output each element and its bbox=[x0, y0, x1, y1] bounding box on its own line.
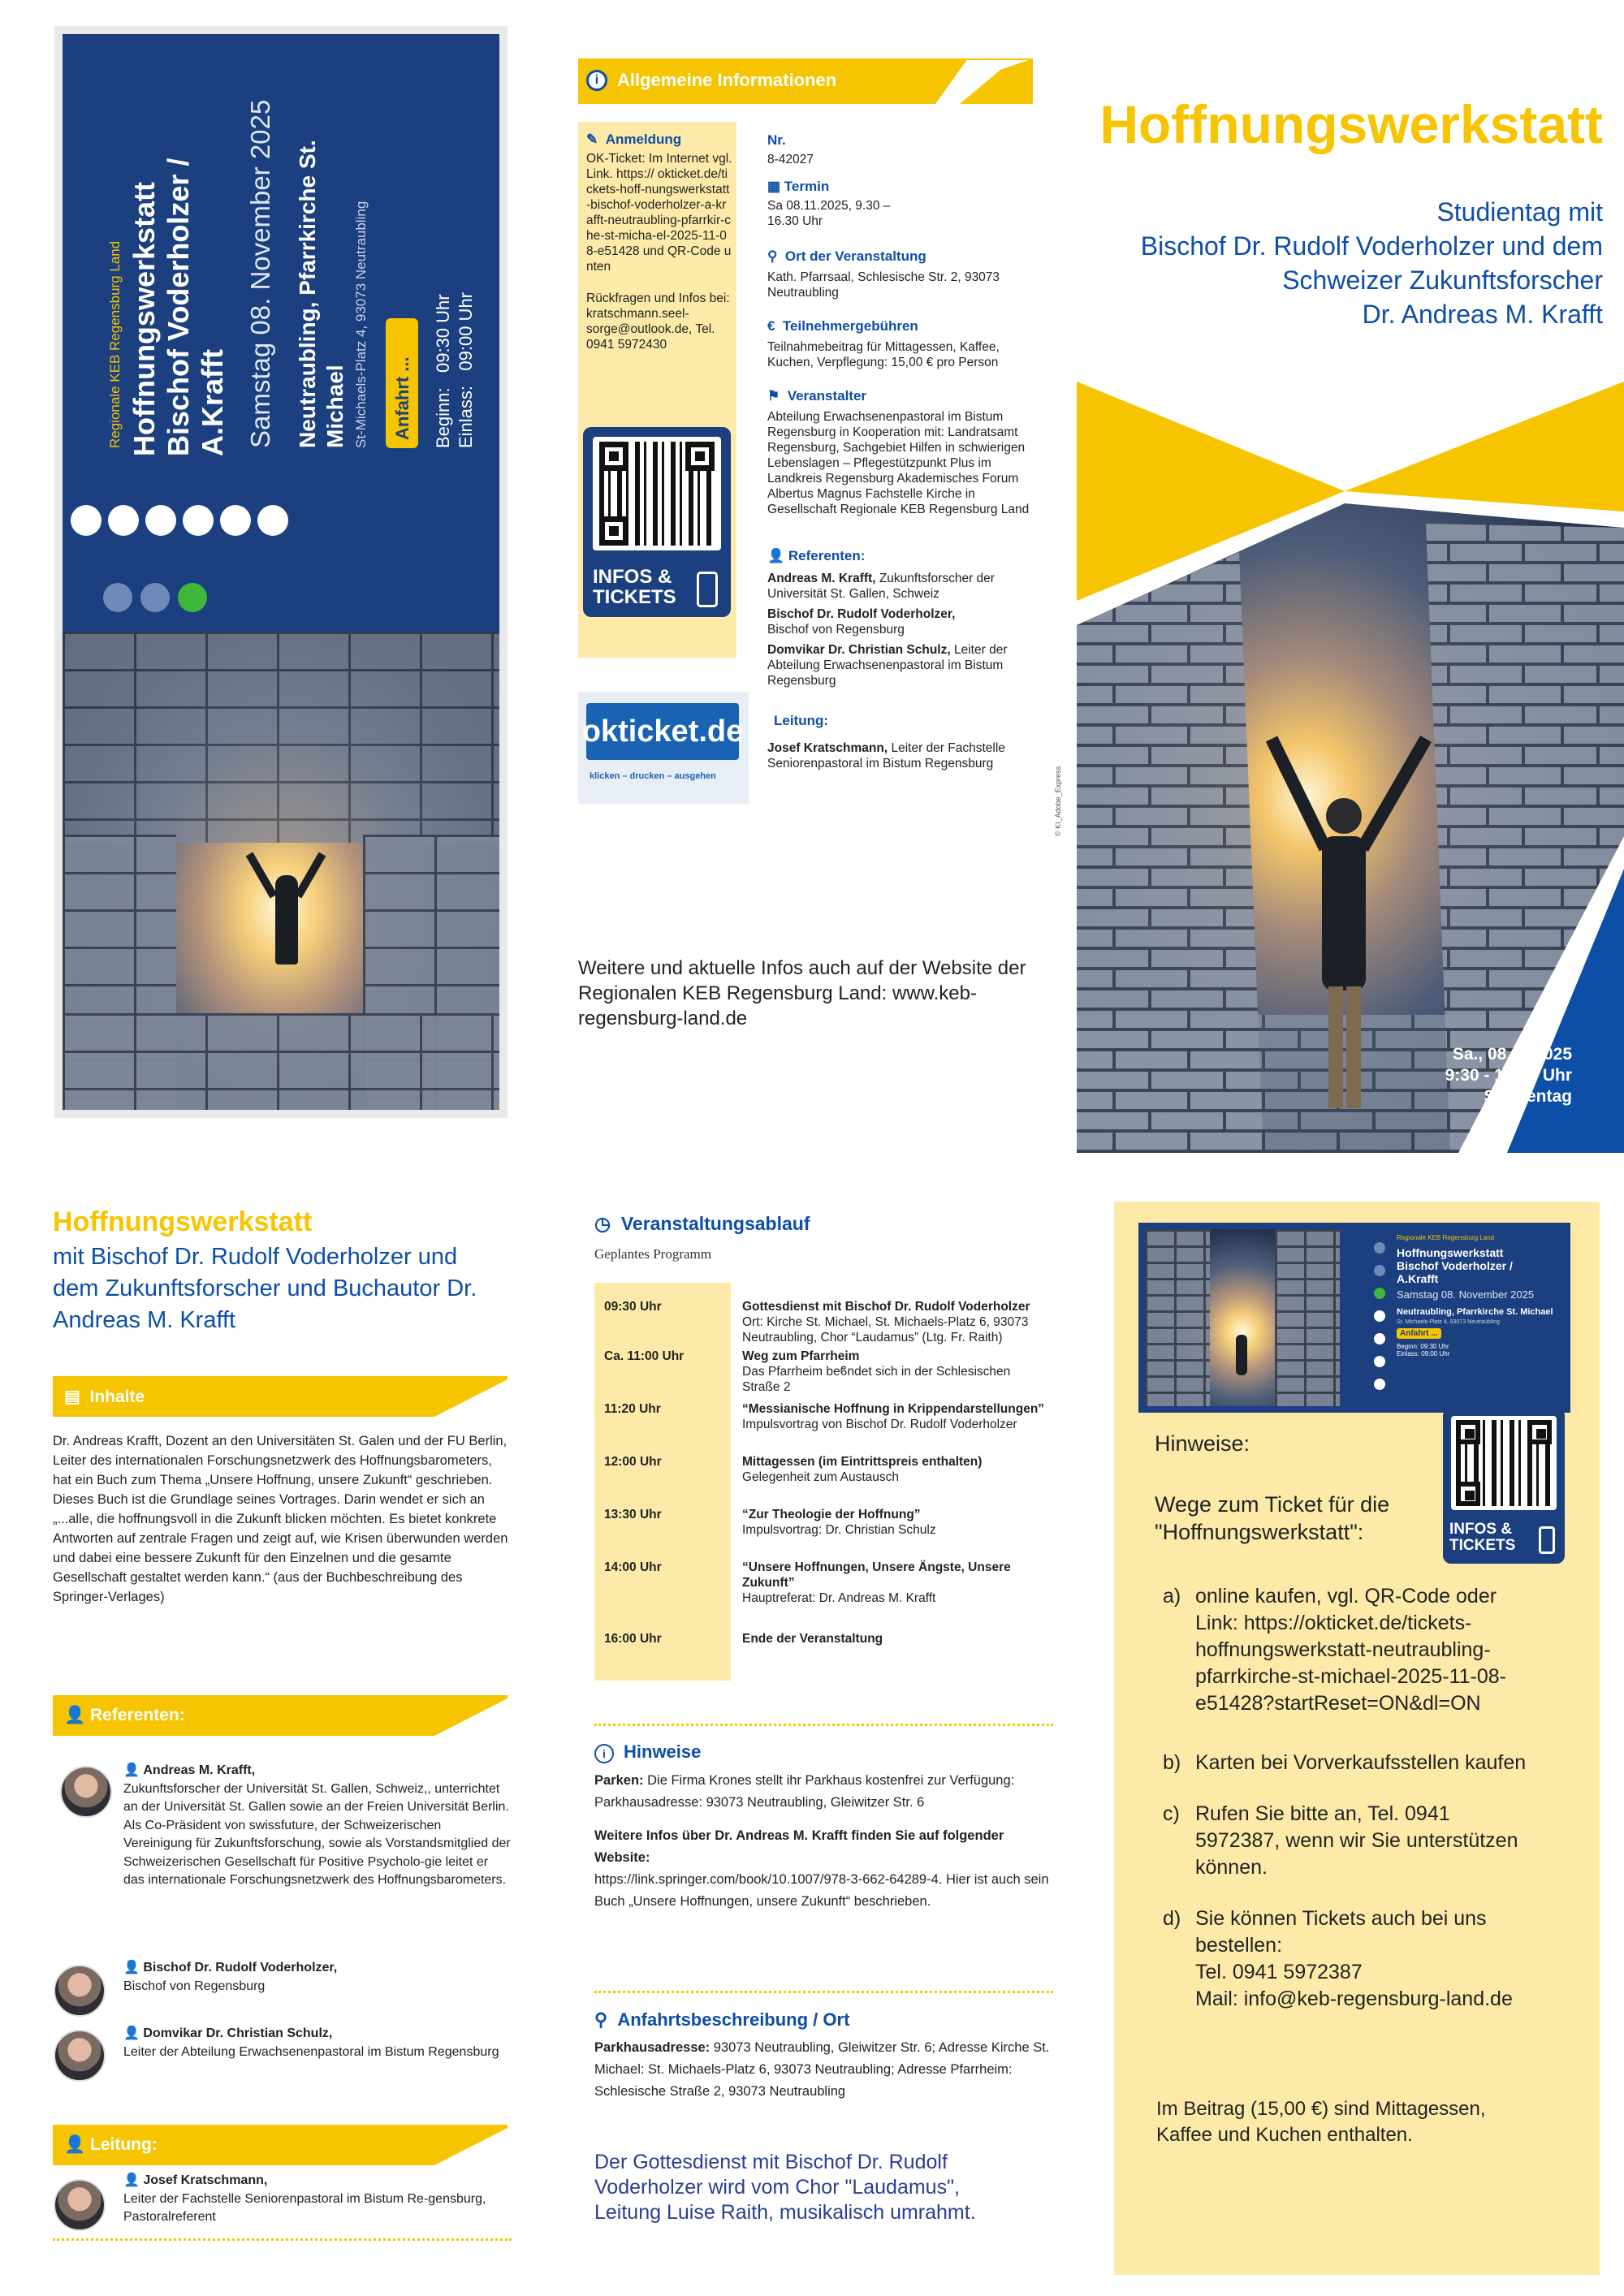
contents-label: Inhalte bbox=[89, 1388, 145, 1406]
program-item-desc: Impulsvortrag: Dr. Christian Schulz bbox=[742, 1523, 936, 1537]
program-item-desc: Hauptreferat: Dr. Andreas M. Krafft bbox=[742, 1591, 936, 1605]
ticket-way-text: Rufen Sie bitte an, Tel. 0941 5972387, wenn wir Sie unterstützen können. bbox=[1195, 1802, 1518, 1879]
notes-label: Hinweise bbox=[624, 1741, 702, 1762]
notes-section bbox=[594, 1741, 1053, 1913]
speaker-krafft-photo bbox=[60, 1766, 112, 1818]
speaker3-name: Domvikar Dr. Christian Schulz, bbox=[767, 643, 951, 657]
cover-panel bbox=[1077, 0, 1624, 1153]
okticket-logo[interactable] bbox=[578, 692, 749, 804]
leitung-header bbox=[53, 2125, 508, 2165]
contact-text: Rückfragen und Infos bei: kratschmann.seel-sorge@outlook.de, Tel. 0941 5972430 bbox=[586, 291, 730, 352]
program-item-desc: Das Pfarrheim beϐndet sich in der Schlesischen Straße 2 bbox=[742, 1365, 1011, 1394]
program-item-title: “Zur Theologie der Hoffnung” bbox=[742, 1508, 921, 1521]
parking-label: Parken: bbox=[594, 1773, 644, 1788]
speaker2-desc: Bischof von Regensburg bbox=[767, 623, 905, 637]
program-item-title: Gottesdienst mit Bischof Dr. Rudolf Voderholzer bbox=[742, 1300, 1030, 1314]
perforation-dot bbox=[145, 505, 176, 536]
status-dot-2 bbox=[140, 583, 170, 612]
ticket-way-item bbox=[1163, 1750, 1569, 1776]
ticket-way-letter: c) bbox=[1163, 1802, 1180, 1825]
fee-included-note: Im Beitrag (15,00 €) sind Mittagessen, Kaffee und Kuchen enthalten. bbox=[1156, 2098, 1486, 2146]
ticket-way-text: online kaufen, vgl. QR-Code oder Link: https://okticket.de/tickets-hoffnungswerkstatt-neutraubling-pfarrkirche-st-michael-2025-11-08-e51428?startReset=ON&dl=ON bbox=[1195, 1585, 1507, 1715]
divider bbox=[53, 2238, 512, 2241]
speaker-schulz-name: Domvikar Dr. Christian Schulz, bbox=[143, 2026, 333, 2040]
mini-title2: Bischof Voderholzer / bbox=[1397, 1259, 1513, 1272]
ticket-way-letter: b) bbox=[1163, 1751, 1181, 1774]
ticket-way-item bbox=[1163, 1583, 1569, 1717]
contents-text: Dr. Andreas Krafft, Dozent an den Universitäten St. Galen und der FU Berlin, Leiter des internationalen Forschungsnetzwerk des Hoffnungsbarometers, hat ein Buch zum Thema „Unsere Hoffnung, unsere Zukunft“ geschrieben. Dieses Buch ist die Grundlage seines Vortrages. Darin wendet er sich an „...alle, die hoffnungsvoll in die Zukunft blicken möchten. Es bietet konkrete Antworten auf zentrale Fragen und zeigt auf, wie Krisen überwunden werden und dabei eine bessere Zukunft für den Einzelnen und die gesamte Gesellschaft gestaltet werden kann.“ (aus der Buchbeschreibung des Springer-Verlages) bbox=[53, 1434, 508, 1604]
phone-icon bbox=[1539, 1526, 1555, 1554]
speaker2-name: Bischof Dr. Rudolf Voderholzer, bbox=[767, 607, 956, 621]
directions-button-label: Anfahrt ... bbox=[392, 356, 412, 440]
mini-begin: Beginn: 09:30 Uhr bbox=[1397, 1343, 1449, 1350]
speaker-schulz-desc: Leiter der Abteilung Erwachsenenpastoral im Bistum Regensburg bbox=[123, 2044, 499, 2059]
info-icon: i bbox=[594, 1744, 614, 1763]
ort-label: Ort der Veranstaltung bbox=[784, 248, 926, 264]
person-icon-small: 👤 bbox=[123, 2026, 140, 2040]
cover-type: Studientag bbox=[1484, 1087, 1572, 1106]
flag-icon: ⚑ bbox=[767, 388, 780, 404]
entry-time: 09:00 Uhr bbox=[456, 291, 476, 371]
fee-label: Teilnehmergebühren bbox=[782, 318, 918, 334]
qr2-label-2: TICKETS bbox=[1449, 1537, 1516, 1554]
inner-title-block bbox=[53, 1206, 508, 1336]
status-dot-1 bbox=[103, 583, 132, 612]
person-icon-header: 👤 bbox=[64, 2135, 86, 2154]
program-row bbox=[594, 1283, 1049, 1345]
directions-section bbox=[594, 2009, 1053, 2103]
speaker-schulz bbox=[123, 2025, 512, 2061]
choir-note: Der Gottesdienst mit Bischof Dr. Rudolf Voderholzer wird vom Chor "Laudamus", Leitung Luise Raith, musikalisch umrahmt. bbox=[594, 2151, 976, 2224]
speaker-krafft bbox=[123, 1762, 512, 1890]
mini-title3: A.Krafft bbox=[1397, 1272, 1439, 1285]
ticket-photo bbox=[63, 632, 499, 1110]
document-icon: ▤ bbox=[64, 1388, 80, 1406]
mini-perforation-dot bbox=[1374, 1310, 1385, 1322]
begin-time: 09:30 Uhr bbox=[433, 294, 453, 373]
cover-sub4: Dr. Andreas M. Krafft bbox=[1362, 300, 1603, 329]
entry-label: Einlass: bbox=[456, 385, 476, 448]
mini-perforation-dot bbox=[1374, 1379, 1385, 1390]
speaker-voderholzer bbox=[123, 1959, 512, 1996]
program-row bbox=[594, 1628, 1049, 1681]
contents-header bbox=[53, 1376, 508, 1417]
ticket-way-text: Karten bei Vorverkaufsstellen kaufen bbox=[1195, 1751, 1527, 1774]
location-pin-icon: ⚲ bbox=[767, 248, 778, 264]
event-details bbox=[767, 132, 1039, 771]
mini-title1: Hoffnungswerkstatt bbox=[1397, 1246, 1504, 1259]
ticket-title-line1: Hoffnungswerkstatt bbox=[127, 181, 161, 456]
location-pin-icon: ⚲ bbox=[594, 2009, 608, 2030]
program-row bbox=[594, 1556, 1049, 1628]
program-item-desc: Impulsvortrag von Bischof Dr. Rudolf Voderholzer bbox=[742, 1418, 1017, 1431]
program-subtitle: Geplantes Programm bbox=[594, 1246, 711, 1262]
qr-label-1: INFOS & bbox=[593, 566, 672, 588]
program-row bbox=[594, 1504, 1049, 1556]
speaker3-desc: Leiter der Abteilung Erwachsenenpastoral im Bistum Regensburg bbox=[767, 643, 1008, 688]
ticket-place bbox=[294, 140, 349, 448]
speaker-voderholzer-photo bbox=[54, 1965, 106, 2017]
cover-graphic bbox=[1077, 382, 1624, 1153]
website-note: Weitere und aktuelle Infos auch auf der Website der Regionalen KEB Regensburg Land: www.keb-regensburg-land.de bbox=[578, 957, 1026, 1029]
program-time: 14:00 Uhr bbox=[594, 1556, 731, 1628]
leitung-person-desc: Leiter der Fachstelle Seniorenpastoral im Bistum Re-gensburg, Pastoralreferent bbox=[123, 2191, 486, 2224]
mini-address: St. Michaels-Platz 4, 93073 Neutraubling bbox=[1397, 1319, 1500, 1325]
registration-label: Anmeldung bbox=[605, 132, 682, 147]
program-time: 16:00 Uhr bbox=[594, 1628, 731, 1681]
photo-credit: © KI_Adobe_Express bbox=[1054, 766, 1062, 836]
ticket-title bbox=[127, 158, 230, 456]
speaker1-desc: Zukunftsforscher der Universität St. Gallen, Schweiz bbox=[767, 572, 995, 601]
mini-org: Regionale KEB Regensburg Land bbox=[1397, 1234, 1495, 1241]
program-item-title: “Unsere Hoffnungen, Unsere Ängste, Unsere Zukunft” bbox=[742, 1560, 1011, 1590]
leitung-header-label: Leitung: bbox=[90, 2135, 158, 2154]
cover-time: 9:30 - 16:30 Uhr bbox=[1445, 1066, 1572, 1085]
person-icon-small: 👤 bbox=[123, 1961, 140, 1974]
mini-ticket-photo bbox=[1145, 1229, 1340, 1406]
hints-panel bbox=[1114, 1202, 1600, 2275]
mini-ticket[interactable] bbox=[1138, 1223, 1570, 1413]
phone-icon bbox=[697, 572, 718, 607]
ticket-date: Samstag 08. November 2025 bbox=[245, 99, 275, 448]
cover-subtitle bbox=[1083, 195, 1603, 331]
divider bbox=[594, 1991, 1053, 1993]
speaker-voderholzer-name: Bischof Dr. Rudolf Voderholzer, bbox=[143, 1961, 338, 1974]
ticket-ways-title: Wege zum Ticket für die "Hoffnungswerkstatt": bbox=[1155, 1492, 1390, 1544]
organizer-label: Veranstalter bbox=[787, 388, 867, 404]
qr2-label-1: INFOS & bbox=[1449, 1521, 1513, 1538]
directions-text: 93073 Neutraubling, Gleiwitzer Str. 6; Adresse Kirche St. Michael: St. Michaels-Platz 6, 93073 Neutraubling; Adresse Pfarrheim: Schlesische Straße 2, 93073 Neutraubling bbox=[594, 2040, 1050, 2099]
clock-icon: ◷ bbox=[594, 1213, 611, 1234]
fee-value: Teilnahmebeitrag für Mittagessen, Kaffee, Kuchen, Verpflegung: 15,00 € pro Person bbox=[767, 340, 1000, 369]
perforation-dot bbox=[71, 505, 102, 536]
nr-label: Nr. bbox=[767, 132, 786, 148]
ort-value: Kath. Pfarrsaal, Schlesische Str. 2, 93073 Neutraubling bbox=[767, 270, 1000, 300]
event-ticket bbox=[54, 26, 508, 1118]
cover-date: Sa., 08.11.2025 bbox=[1452, 1045, 1572, 1064]
mini-perforation-dot bbox=[1374, 1333, 1385, 1344]
registration-text: OK-Ticket: Im Internet vgl. Link. https:// okticket.de/tickets-hoff-nungswerkstatt-bischof-voderholzer-a-krafft-neutraubling-pfarrkir-che-st-micha-el-2025-11-08-e51428 und QR-Code unten bbox=[586, 152, 732, 274]
more-info-label: Weitere Infos über Dr. Andreas M. Krafft finden Sie auf folgender Website: bbox=[594, 1828, 1004, 1865]
leitung-label: Leitung: bbox=[774, 713, 829, 728]
speaker-krafft-desc: Zukunftsforscher der Universität St. Gallen, Schweiz,, unterrichtet an der Universität St. Gallen sowie an der Freien Universität Berlin. Als Co-Präsident von swissfuture, der Schweizerischen Vereinigung für Zukunftsforschung, sowie als Vorstandsmitglied der Schweizerischen Gesellschaft für Positive Psycholo-gie leitet er das internationale Forschungsnetzwerk des Hoffnungsbarometers. bbox=[123, 1781, 511, 1887]
mini-perforation-dot bbox=[1374, 1265, 1385, 1276]
ticket-place-line2: Michael bbox=[322, 365, 348, 448]
okticket-tagline: klicken – drucken – ausgehen bbox=[590, 771, 716, 781]
general-info-header bbox=[578, 58, 1033, 104]
perforation-dot bbox=[220, 505, 251, 536]
program-item-title: Mittagessen (im Eintrittspreis enthalten) bbox=[742, 1455, 983, 1469]
person-icon: 👤 bbox=[767, 548, 785, 563]
program-item-title: Ende der Veranstaltung bbox=[742, 1632, 883, 1646]
program-time: 12:00 Uhr bbox=[594, 1451, 731, 1504]
cover-title: Hoffnungswerkstatt bbox=[1099, 94, 1603, 154]
inner-title: Hoffnungswerkstatt bbox=[53, 1206, 313, 1237]
mini-place: Neutraubling, Pfarrkirche St. Michael bbox=[1397, 1307, 1553, 1317]
mini-perforation-dot bbox=[1374, 1356, 1385, 1367]
person-icon-small: 👤 bbox=[123, 2173, 140, 2187]
hints-title: Hinweise: bbox=[1155, 1431, 1250, 1456]
perforation-dot bbox=[108, 505, 139, 536]
calendar-icon: ▦ bbox=[767, 179, 781, 194]
ticket-title-line3: A.Krafft bbox=[196, 349, 229, 456]
mini-ticket-text bbox=[1397, 1234, 1567, 1357]
ticket-times bbox=[432, 292, 477, 448]
qr-code-tickets-2[interactable] bbox=[1443, 1408, 1565, 1564]
cover-sub3: Schweizer Zukunftsforscher bbox=[1282, 265, 1603, 295]
speaker1-name: Andreas M. Krafft, bbox=[767, 572, 876, 585]
inner-subtitle: mit Bischof Dr. Rudolf Voderholzer und dem Zukunftsforscher und Buchautor Dr. Andreas M. Krafft bbox=[53, 1244, 477, 1333]
program-title: Veranstaltungsablauf bbox=[620, 1213, 810, 1234]
ticket-org: Regionale KEB Regensburg Land bbox=[107, 240, 123, 448]
divider bbox=[594, 1724, 1053, 1726]
ticket-place-line1: Neutraubling, Pfarrkirche St. bbox=[295, 140, 320, 448]
speakers-label: Referenten: bbox=[788, 548, 866, 563]
registration-block bbox=[586, 132, 732, 352]
program-item-desc: Ort: Kirche St. Michael, St. Michaels-Platz 6, 93073 Neutraubling, Chor “Laudamus” (Ltg. Fr. Raith) bbox=[742, 1315, 1029, 1344]
perforation-dot bbox=[257, 505, 288, 536]
termin-value: Sa 08.11.2025, 9.30 – 16.30 Uhr bbox=[767, 199, 891, 228]
parkhaus-label: Parkhausadresse: bbox=[594, 2040, 710, 2055]
speaker-krafft-name: Andreas M. Krafft, bbox=[143, 1763, 256, 1777]
ticket-way-letter: a) bbox=[1163, 1585, 1181, 1608]
leitung-name: Josef Kratschmann, bbox=[767, 741, 888, 755]
cover-sub1: Studientag mit bbox=[1436, 197, 1603, 227]
program-time: 13:30 Uhr bbox=[594, 1504, 731, 1556]
ticket-address: St-Michaels-Platz 4, 93073 Neutraubling bbox=[353, 201, 369, 448]
qr-label-2: TICKETS bbox=[593, 586, 676, 608]
mini-entry: Einlass: 09:00 Uhr bbox=[1397, 1350, 1450, 1357]
leitung-desc: Leiter der Fachstelle Seniorenpastoral im Bistum Regensburg bbox=[767, 741, 1005, 770]
status-dot-3 bbox=[178, 583, 207, 612]
program-table bbox=[594, 1283, 1049, 1681]
info-icon: i bbox=[586, 70, 607, 91]
more-info-text: https://link.springer.com/book/10.1007/978-3-662-64289-4. Hier ist auch sein Buch „Unsere Hoffnungen, unsere Zukunft“ beschrieben. bbox=[594, 1872, 1049, 1909]
directions-button[interactable] bbox=[386, 318, 418, 448]
perforation-dot bbox=[183, 505, 214, 536]
organizer-value: Abteilung Erwachsenenpastoral im Bistum Regensburg in Kooperation mit: Landratsamt Regensburg, Sachgebiet Hilfen in schwierigen Lebenslagen – Pflegestützpunkt Plus im Landkreis Regensburg Akademisches Forum Albertus Magnus Fachstelle Kirche in Gesellschaft Regionale KEB Regensburg Land bbox=[767, 410, 1030, 516]
person-icon-small: 👤 bbox=[123, 1763, 140, 1777]
ticket-way-item bbox=[1163, 1801, 1569, 1881]
ticket-way-item bbox=[1163, 1905, 1569, 2013]
mini-perforation-dot bbox=[1374, 1288, 1385, 1299]
cover-sub2: Bischof Dr. Rudolf Voderholzer und dem bbox=[1140, 231, 1603, 261]
program-header bbox=[594, 1213, 1049, 1262]
termin-label: Termin bbox=[784, 179, 830, 194]
ticket-panel bbox=[63, 34, 499, 1110]
leitung-person-name: Josef Kratschmann, bbox=[143, 2173, 268, 2187]
ticket-ways-list bbox=[1163, 1583, 1569, 2013]
speakers-header-label: Referenten: bbox=[90, 1706, 185, 1724]
program-item-title: “Messianische Hoffnung in Krippendarstellungen” bbox=[742, 1402, 1045, 1416]
program-row bbox=[594, 1398, 1049, 1451]
speaker-schulz-photo bbox=[54, 2030, 106, 2082]
ticket-title-line2: Bischof Voderholzer / bbox=[162, 158, 195, 456]
directions-label: Anfahrtsbeschreibung / Ort bbox=[617, 2009, 850, 2030]
speaker-voderholzer-desc: Bischof von Regensburg bbox=[123, 1979, 266, 1993]
qr-code-tickets[interactable] bbox=[583, 427, 731, 617]
general-info-title: Allgemeine Informationen bbox=[617, 70, 837, 90]
begin-label: Beginn: bbox=[433, 387, 453, 448]
program-row bbox=[594, 1345, 1049, 1398]
cover-date-block bbox=[1445, 1044, 1572, 1107]
person-icon-header: 👤 bbox=[64, 1706, 86, 1724]
program-time: 11:20 Uhr bbox=[594, 1398, 731, 1451]
mini-date: Samstag 08. November 2025 bbox=[1397, 1288, 1535, 1301]
program-item-title: Weg zum Pfarrheim bbox=[742, 1349, 860, 1363]
program-row bbox=[594, 1451, 1049, 1504]
parking-text: Die Firma Krones stellt ihr Parkhaus kostenfrei zur Verfügung: Parkhausadresse: 93073 Neutraubling, Gleiwitzer Str. 6 bbox=[594, 1773, 1015, 1810]
okticket-wordmark: okticket.de bbox=[586, 703, 739, 760]
program-item-desc: Gelegenheit zum Austausch bbox=[742, 1470, 900, 1484]
edit-icon: ✎ bbox=[586, 132, 598, 147]
leitung-person bbox=[123, 2172, 512, 2227]
ticket-way-letter: d) bbox=[1163, 1907, 1181, 1930]
ticket-way-text: Sie können Tickets auch bei uns bestellen: Tel. 0941 5972387 Mail: info@keb-regensburg-land.de bbox=[1195, 1907, 1513, 2010]
mini-directions-button[interactable]: Anfahrt ... bbox=[1397, 1328, 1441, 1339]
mini-perforation-dot bbox=[1374, 1242, 1385, 1254]
euro-icon: € bbox=[767, 318, 775, 334]
speakers-header bbox=[53, 1695, 508, 1736]
program-time: 09:30 Uhr bbox=[594, 1283, 731, 1345]
leitung-photo bbox=[54, 2179, 106, 2231]
nr-value: 8-42027 bbox=[767, 153, 814, 166]
program-time: Ca. 11:00 Uhr bbox=[594, 1345, 731, 1398]
